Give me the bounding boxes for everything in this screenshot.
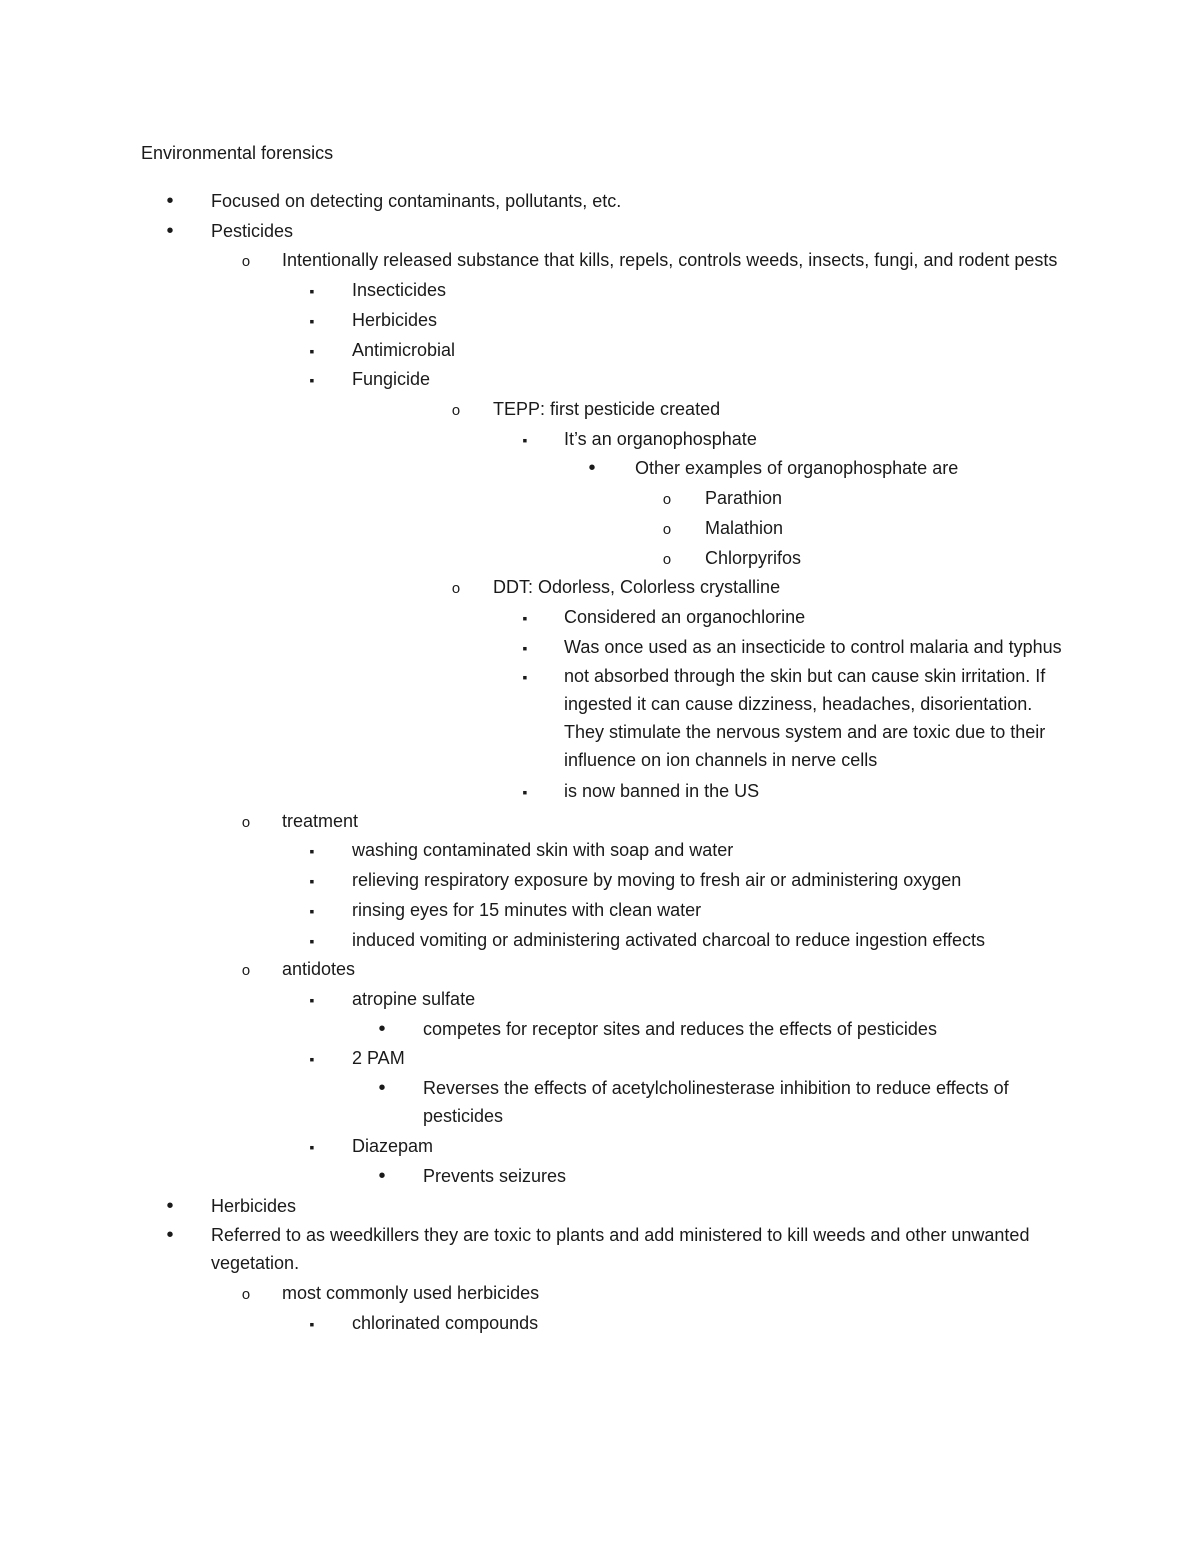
list-item (211, 217, 1062, 245)
square-bullet-icon (515, 777, 535, 806)
list-item (423, 1074, 1062, 1130)
list-item-text: 2 PAM (352, 1048, 405, 1069)
disc-bullet-icon (372, 1015, 392, 1043)
list-item-text: Malathion (705, 517, 784, 538)
list-item (352, 276, 1062, 304)
list-item (211, 1192, 1062, 1220)
list-item (211, 1221, 1062, 1277)
list-item (282, 1279, 1062, 1307)
list-item (352, 836, 1062, 864)
circle-bullet-icon (446, 573, 466, 604)
page-title: Environmental forensics (141, 143, 334, 163)
circle-bullet-icon (236, 807, 256, 838)
circle-bullet-icon (657, 544, 677, 575)
square-bullet-icon (302, 866, 322, 895)
square-bullet-icon (302, 1044, 322, 1073)
list-item-text: is now banned in the US (564, 781, 760, 802)
list-item (564, 633, 1062, 661)
list-item-text: Other examples of organophosphate are (635, 458, 959, 479)
square-bullet-icon (302, 926, 322, 955)
list-item-text: TEPP: first pesticide created (493, 399, 721, 419)
list-item-text: atropine sulfate (352, 989, 476, 1010)
list-item (352, 926, 1062, 954)
square-bullet-icon (302, 336, 322, 365)
list-item (352, 1044, 1062, 1072)
list-item (352, 866, 1062, 894)
list-item (705, 484, 1062, 512)
list-item-text: induced vomiting or administering activated charcoal to reduce ingestion effects (352, 929, 986, 950)
square-bullet-icon (515, 633, 535, 662)
list-item (564, 662, 1062, 774)
disc-bullet-icon (160, 1221, 180, 1249)
list-item-text: Insecticides (352, 280, 447, 301)
disc-bullet-icon (582, 454, 602, 482)
list-item (282, 955, 1062, 983)
list-item (352, 1132, 1062, 1160)
disc-bullet-icon (160, 1192, 180, 1220)
list-item-text: Pesticides (211, 220, 294, 241)
list-item (352, 896, 1062, 924)
list-item-text: Was once used as an insecticide to control malaria and typhus (564, 636, 1062, 657)
list-item-text: Chlorpyrifos (705, 547, 802, 568)
list-item (211, 187, 1062, 215)
list-item-text: Referred to as weedkillers they are toxic to plants and add ministered to kill weeds and other unwanted vegetation. (211, 1225, 1030, 1274)
square-bullet-icon (302, 365, 322, 394)
disc-bullet-icon (372, 1162, 392, 1190)
list-item (564, 425, 1062, 453)
list-item (352, 1309, 1062, 1337)
square-bullet-icon (515, 603, 535, 632)
square-bullet-icon (302, 306, 322, 335)
list-item-text: Diazepam (352, 1136, 434, 1157)
list-item (493, 395, 1062, 423)
square-bullet-icon (302, 836, 322, 865)
list-item (352, 336, 1062, 364)
list-item-text: Considered an organochlorine (564, 607, 806, 627)
list-item-text: Parathion (705, 488, 783, 509)
list-item (493, 573, 1062, 601)
circle-bullet-icon (236, 246, 256, 277)
square-bullet-icon (515, 662, 535, 691)
circle-bullet-icon (657, 484, 677, 515)
list-item-text: chlorinated compounds (352, 1313, 539, 1334)
list-item-text: Prevents seizures (423, 1165, 567, 1186)
list-item-text: It’s an organophosphate (564, 428, 757, 449)
list-item-text: Intentionally released substance that kills, repels, controls weeds, insects, fungi, and rodent pests (282, 250, 1058, 271)
square-bullet-icon (302, 276, 322, 305)
list-item (352, 365, 1062, 393)
list-item-text: rinsing eyes for 15 minutes with clean water (352, 899, 702, 920)
list-item-text: competes for receptor sites and reduces the effects of pesticides (423, 1018, 937, 1039)
list-item-text: treatment (282, 810, 359, 831)
list-item-text: relieving respiratory exposure by moving to fresh air or administering oxygen (352, 870, 962, 891)
circle-bullet-icon (446, 395, 466, 426)
list-item-text: not absorbed through the skin but can cause skin irritation. If ingested it can cause dizziness, headaches, disorientation. They stimulate the nervous system and are toxic due to their influence on ion channels in nerve cells (564, 666, 1046, 771)
square-bullet-icon (302, 1309, 322, 1338)
list-item-text: Fungicide (352, 369, 431, 390)
list-item (564, 603, 1062, 631)
list-item (282, 807, 1062, 835)
list-item (282, 246, 1062, 274)
list-item (423, 1162, 1062, 1190)
list-item (423, 1015, 1062, 1043)
list-item-text: Herbicides (211, 1195, 297, 1216)
list-item-text: Focused on detecting contaminants, pollutants, etc. (211, 191, 622, 211)
list-item (705, 514, 1062, 542)
list-item-text: Antimicrobial (352, 339, 456, 360)
list-item-text: most commonly used herbicides (282, 1283, 540, 1304)
disc-bullet-icon (372, 1074, 392, 1102)
list-item (705, 544, 1062, 572)
circle-bullet-icon (236, 955, 256, 986)
list-item-text: DDT: Odorless, Colorless crystalline (493, 577, 781, 598)
list-item-text: Reverses the effects of acetylcholinesterase inhibition to reduce effects of pesticides (423, 1078, 1009, 1127)
square-bullet-icon (515, 425, 535, 454)
disc-bullet-icon (160, 217, 180, 245)
square-bullet-icon (302, 1132, 322, 1161)
square-bullet-icon (302, 896, 322, 925)
list-item-text: antidotes (282, 959, 356, 980)
list-item-text: Herbicides (352, 309, 438, 330)
list-item-text: washing contaminated skin with soap and water (352, 840, 734, 861)
square-bullet-icon (302, 985, 322, 1014)
list-item (352, 306, 1062, 334)
circle-bullet-icon (657, 514, 677, 545)
list-item (352, 985, 1062, 1013)
disc-bullet-icon (160, 187, 180, 215)
list-item (635, 454, 1062, 482)
list-item (564, 777, 1062, 805)
circle-bullet-icon (236, 1279, 256, 1310)
